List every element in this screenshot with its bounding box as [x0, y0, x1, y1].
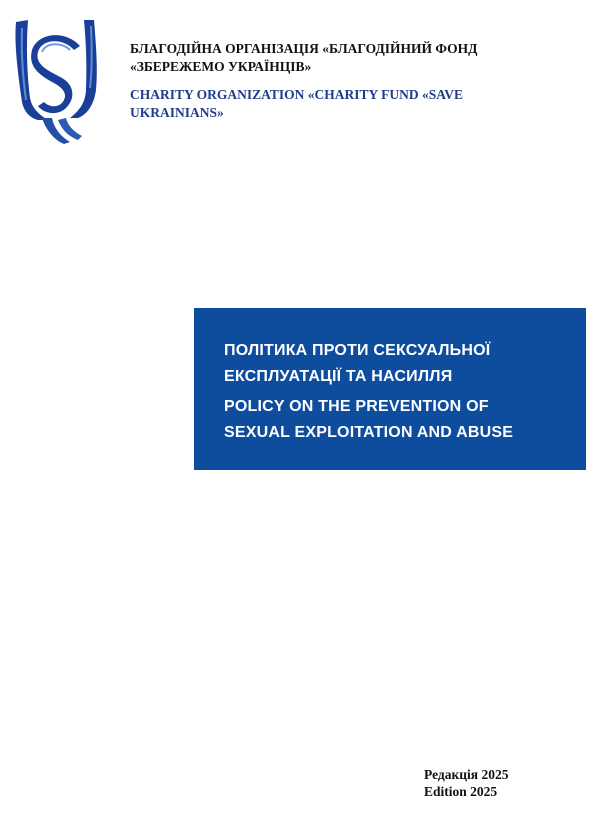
save-ukrainians-logo-icon [8, 14, 114, 146]
document-title-box [194, 308, 586, 470]
organization-name-en: CHARITY ORGANIZATION «CHARITY FUND «SAVE UKRAINIANS» [130, 87, 464, 120]
document-title-ua: ПОЛІТИКА ПРОТИ СЕКСУАЛЬНОЇ ЕКСПЛУАТАЦІЇ ТА НАСИЛЛЯ [224, 342, 491, 385]
edition-info [424, 766, 584, 800]
document-title-en: POLICY ON THE PREVENTION OF SEXUAL EXPLOITATION AND ABUSE [224, 398, 514, 441]
organization-name-ua: БЛАГОДІЙНА ОРГАНІЗАЦІЯ «БЛАГОДІЙНИЙ ФОНД «ЗБЕРЕЖЕМО УКРАЇНЦІВ» [130, 41, 478, 74]
organization-header [130, 40, 550, 122]
edition-ua: Редакція 2025 [424, 767, 509, 782]
edition-en: Edition 2025 [424, 784, 498, 799]
